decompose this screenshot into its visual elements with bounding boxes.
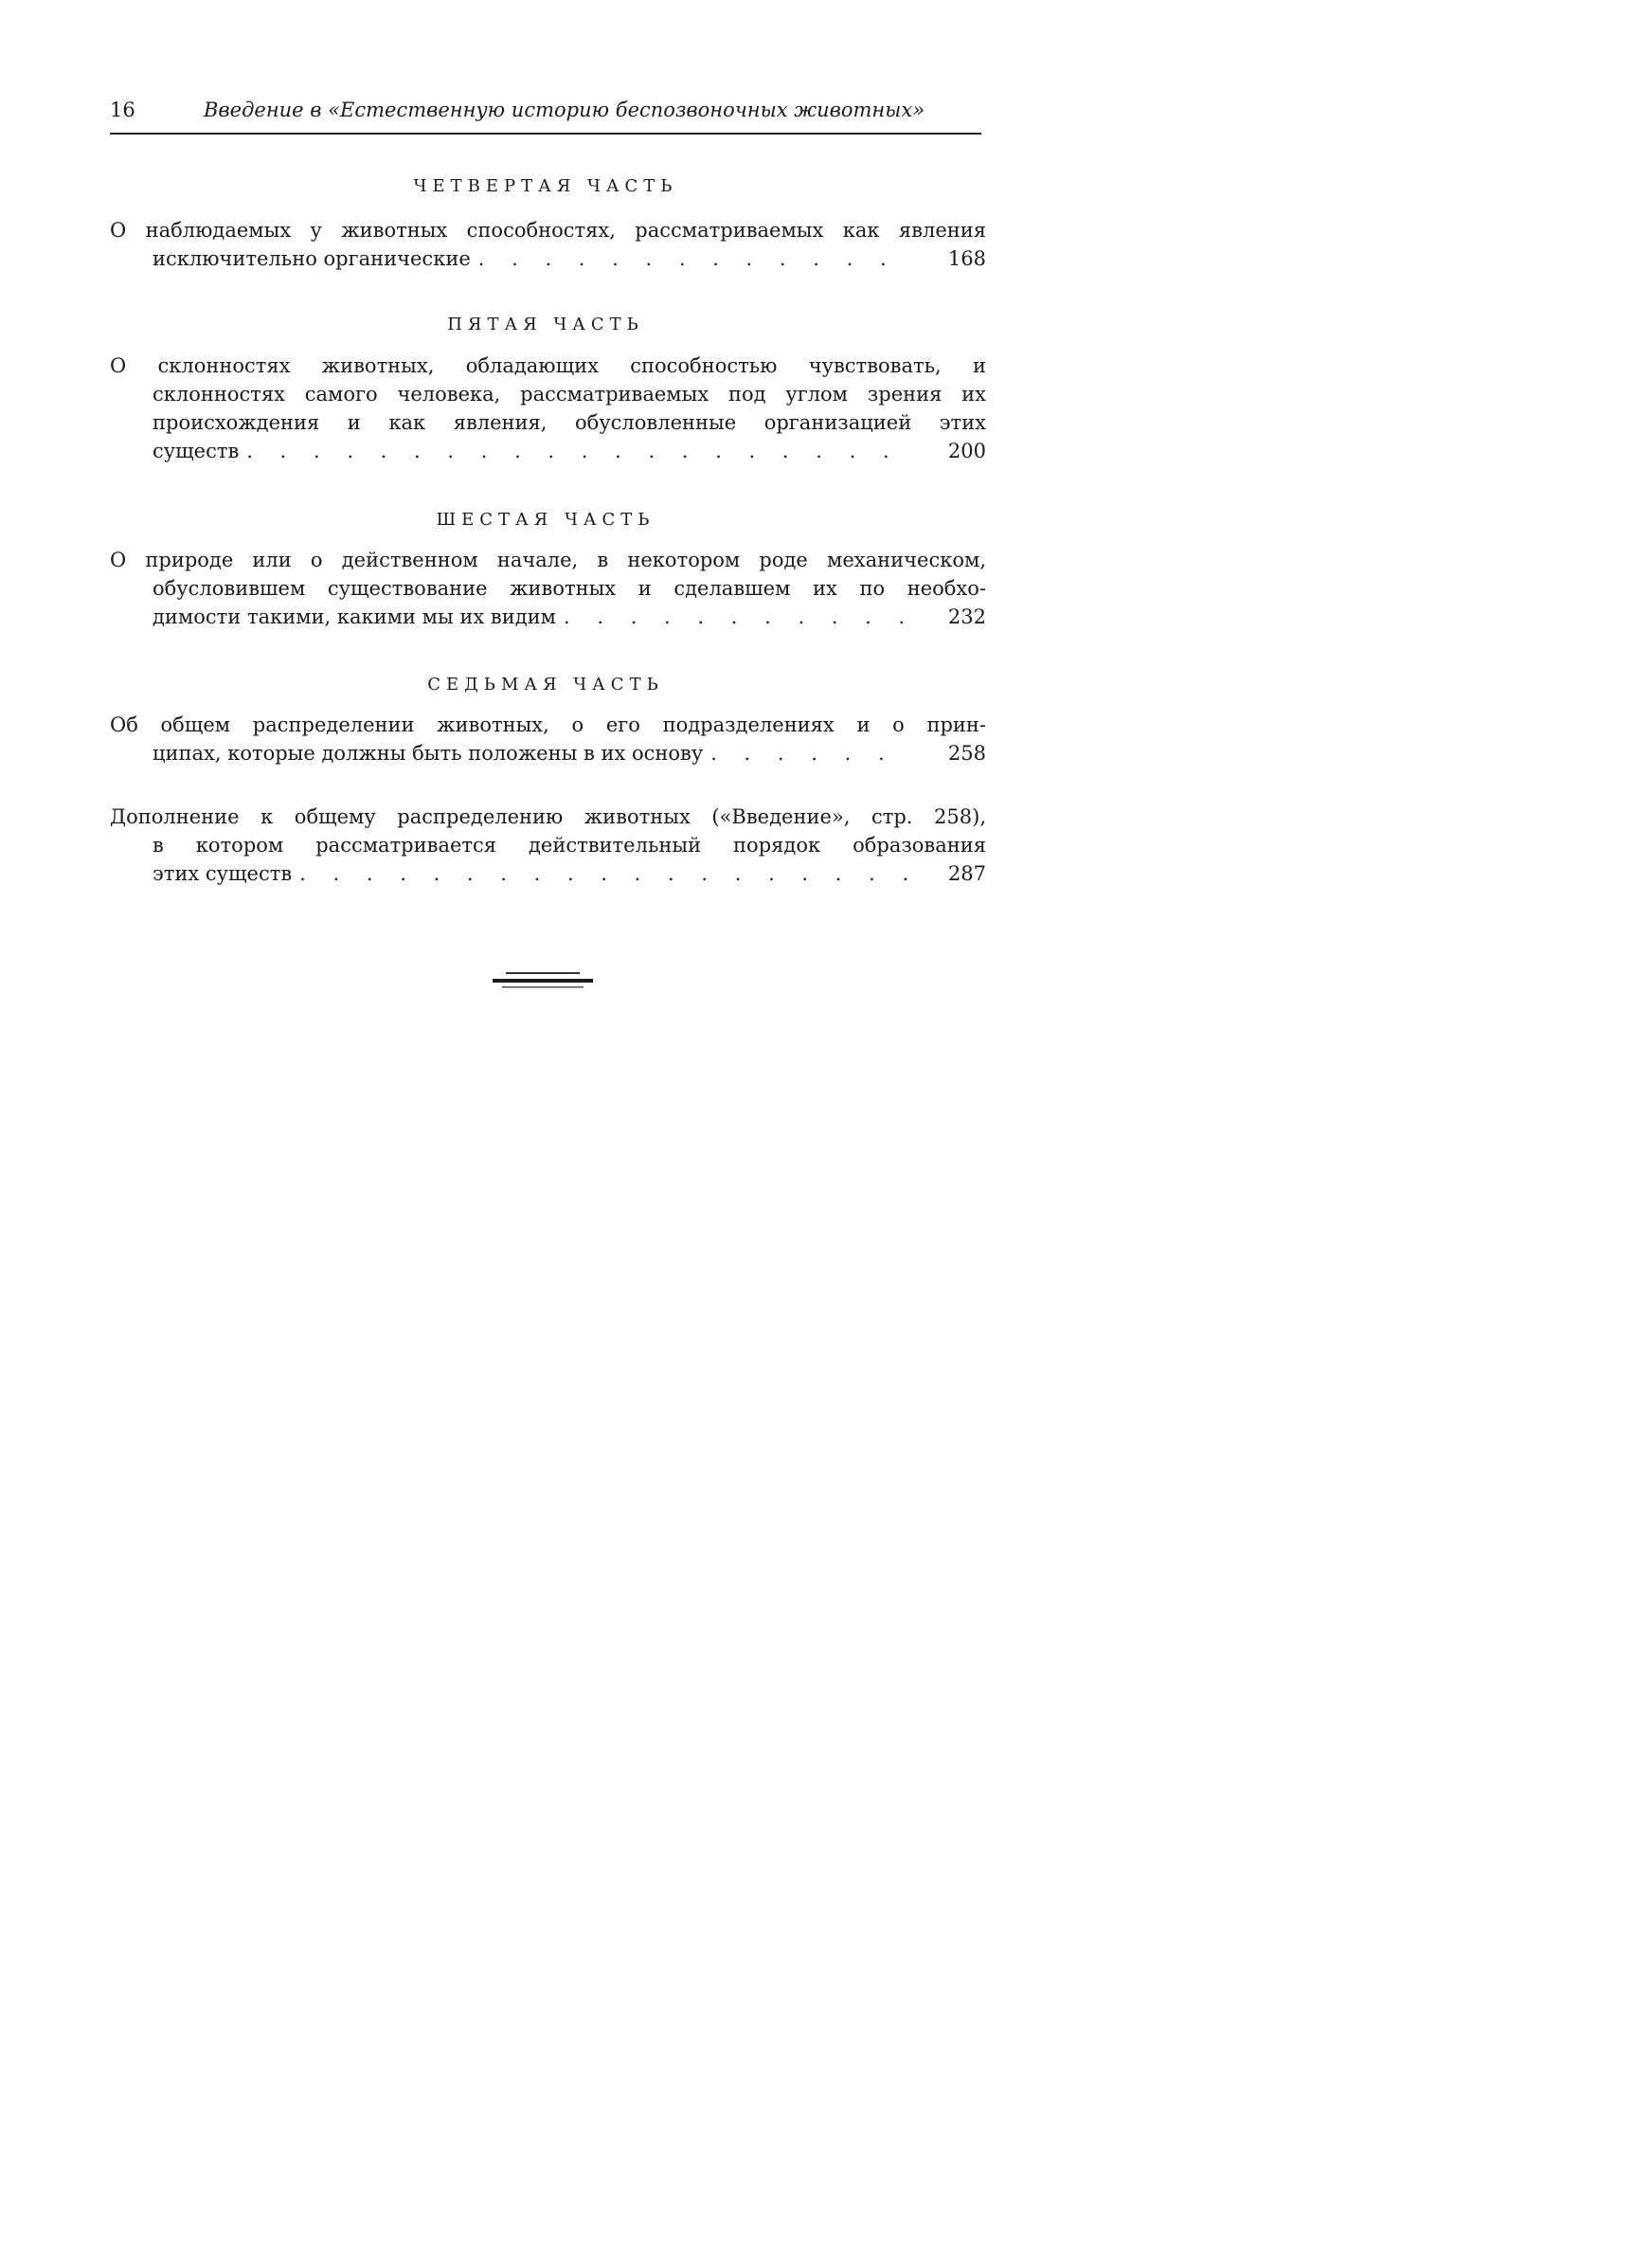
toc-entry-sixth bbox=[110, 546, 986, 631]
toc-line: обусловившем существование животных и сделавшем их по необхо- bbox=[153, 577, 986, 600]
toc-entry-fifth bbox=[110, 352, 986, 465]
page-reference: 287 bbox=[947, 862, 986, 885]
toc-line: О склонностях животных, обладающих способностью чувствовать, и bbox=[110, 354, 986, 377]
book-page bbox=[0, 0, 1079, 1474]
page-reference: 200 bbox=[947, 440, 986, 462]
toc-entry-seventh bbox=[110, 711, 986, 767]
toc-line-last bbox=[110, 739, 986, 767]
toc-line-text: димости такими, какими мы их видим bbox=[153, 605, 556, 628]
toc-line-last bbox=[110, 603, 986, 631]
part-heading-fourth: ЧЕТВЕРТАЯ ЧАСТЬ bbox=[413, 176, 678, 196]
dot-leader bbox=[478, 244, 908, 273]
page-reference: 232 bbox=[947, 605, 986, 628]
toc-line-text: ципах, которые должны быть положены в их основу bbox=[153, 742, 704, 765]
toc-line: Об общем распределении животных, о его подразделениях и о прин- bbox=[110, 713, 986, 736]
part-heading-fifth: ПЯТАЯ ЧАСТЬ bbox=[447, 315, 644, 334]
dot-leader bbox=[299, 859, 908, 888]
toc-line: О природе или о действенном начале, в некотором роде механическом, bbox=[110, 549, 986, 571]
page-reference: 258 bbox=[947, 742, 986, 765]
toc-line-text: исключительно органические bbox=[153, 247, 471, 270]
toc-line: Дополнение к общему распределению животных («Введение», стр. 258), bbox=[110, 805, 986, 828]
page-number: 16 bbox=[110, 99, 135, 121]
toc-entry-supplement bbox=[110, 803, 986, 888]
toc-line-last bbox=[110, 244, 986, 273]
end-ornament bbox=[493, 970, 593, 991]
toc-line-text: существ bbox=[153, 440, 240, 462]
toc-line: склонностях самого человека, рассматриваемых под углом зрения их bbox=[153, 383, 986, 406]
dot-leader bbox=[246, 437, 908, 465]
header-rule bbox=[110, 133, 981, 135]
running-title: Введение в «Естественную историю беспозвоночных животных» bbox=[204, 99, 925, 121]
toc-line: в котором рассматривается действительный порядок образования bbox=[153, 834, 986, 857]
part-heading-sixth: ШЕСТАЯ ЧАСТЬ bbox=[436, 510, 655, 530]
toc-line-text: этих существ bbox=[153, 862, 293, 885]
toc-line: О наблюдаемых у животных способностях, рассматриваемых как явления bbox=[110, 219, 986, 242]
dot-leader bbox=[710, 739, 908, 767]
toc-line-last bbox=[110, 437, 986, 465]
page-reference: 168 bbox=[947, 247, 986, 270]
toc-entry-fourth bbox=[110, 216, 986, 273]
part-heading-seventh: СЕДЬМАЯ ЧАСТЬ bbox=[427, 675, 664, 695]
toc-line: происхождения и как явления, обусловленные организацией этих bbox=[153, 411, 986, 434]
toc-line-last bbox=[110, 859, 986, 888]
dot-leader bbox=[564, 603, 908, 631]
